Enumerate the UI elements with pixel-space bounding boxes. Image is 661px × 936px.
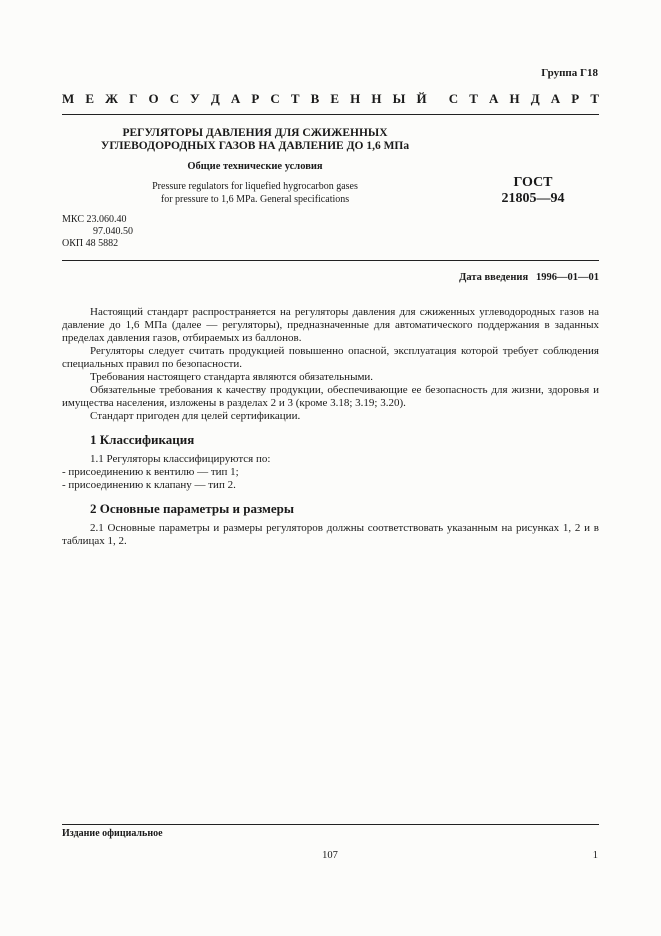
heading-letter: С xyxy=(448,91,459,106)
paragraph: Требования настоящего стандарта являются обязательными. xyxy=(90,371,374,383)
top-rule xyxy=(62,114,599,115)
document-title xyxy=(90,127,420,153)
paragraph: Настоящий стандарт распространяется на регуляторы давления для сжиженных углеводородных газов на давление до 1,6 МПа (далее — регуляторы), предназначенные для автоматического поддержания в заданных пределах давления газов, отбираемых из баллонов. xyxy=(62,306,599,344)
heading-letter: Р xyxy=(251,91,260,106)
official-edition-label: Издание официальное xyxy=(62,828,163,839)
heading-letter: У xyxy=(190,91,200,106)
heading-letter: Е xyxy=(85,91,95,106)
document-body xyxy=(62,306,599,548)
document-subtitle: Общие технические условия xyxy=(187,161,323,172)
list-item: - присоединению к клапану — тип 2. xyxy=(62,479,236,491)
english-title-line-1: Pressure regulators for liquefied hygrocarbon gases xyxy=(152,181,358,192)
interstate-standard-heading xyxy=(62,91,599,107)
heading-letter: А xyxy=(230,91,241,106)
footer-rule xyxy=(62,824,599,825)
list-item: - присоединению к вентилю — тип 1; xyxy=(62,466,239,478)
paragraph: Обязательные требования к качеству продукции, обеспечивающие ее безопасность для жизни, здоровья и имущества населения, изложены в разделах 2 и 3 (кроме 3.18; 3.19; 3.20). xyxy=(62,384,599,409)
heading-letter: Т xyxy=(469,91,478,106)
classification-codes xyxy=(62,214,133,250)
heading-letter: Е xyxy=(330,91,340,106)
heading-letter: В xyxy=(310,91,320,106)
heading-letter: Д xyxy=(210,91,220,106)
paragraph: 2.1 Основные параметры и размеры регуляторов должны соответствовать указанным на рисунках 1, 2 и в таблицах 1, 2. xyxy=(62,522,599,547)
title-line-2: УГЛЕВОДОРОДНЫХ ГАЗОВ НА ДАВЛЕНИЕ ДО 1,6 МПа xyxy=(100,140,410,152)
section-heading: 2 Основные параметры и размеры xyxy=(90,501,295,516)
okp-code: ОКП 48 5882 xyxy=(62,238,119,249)
heading-letter: Р xyxy=(571,91,580,106)
heading-letter: Т xyxy=(590,91,599,106)
heading-letter: Т xyxy=(290,91,300,106)
english-title xyxy=(90,180,420,206)
paragraph: Стандарт пригоден для целей сертификации. xyxy=(90,410,301,422)
heading-letter: Ж xyxy=(105,91,118,106)
heading-letter: С xyxy=(169,91,180,106)
gost-number: 21805—94 xyxy=(501,191,565,206)
heading-letter: М xyxy=(62,91,75,106)
paragraph: 1.1 Регуляторы классифицируются по: xyxy=(90,453,271,465)
heading-letter: Н xyxy=(371,91,382,106)
group-code: Группа Г18 xyxy=(541,67,598,79)
gost-designation xyxy=(478,175,588,207)
sheet-number: 1 xyxy=(592,850,598,861)
paragraph: Регуляторы следует считать продукцией повышенно опасной, эксплуатация которой требует соблюдения специальных правил по безопасности. xyxy=(62,345,599,370)
heading-letter: Д xyxy=(530,91,540,106)
gost-label: ГОСТ xyxy=(513,175,553,190)
heading-letter: А xyxy=(550,91,561,106)
heading-letter: Г xyxy=(129,91,138,106)
heading-letter: С xyxy=(270,91,280,106)
heading-letter: А xyxy=(489,91,499,106)
mks-code-2: 97.040.50 xyxy=(93,226,133,237)
introduction-date: Дата введения 1996—01—01 xyxy=(459,272,599,283)
heading-letter: О xyxy=(148,91,159,106)
mks-code-1: МКС 23.060.40 xyxy=(62,214,127,225)
heading-letter: Н xyxy=(350,91,361,106)
heading-letter: Н xyxy=(509,91,520,106)
section-heading: 1 Классификация xyxy=(90,432,195,447)
middle-rule xyxy=(62,260,599,261)
heading-letter: Ы xyxy=(392,91,406,106)
page-number: 107 xyxy=(322,850,338,861)
title-line-1: РЕГУЛЯТОРЫ ДАВЛЕНИЯ ДЛЯ СЖИЖЕННЫХ xyxy=(122,127,388,139)
english-title-line-2: for pressure to 1,6 MPa. General specifications xyxy=(160,194,350,205)
heading-letter: Й xyxy=(416,91,427,106)
